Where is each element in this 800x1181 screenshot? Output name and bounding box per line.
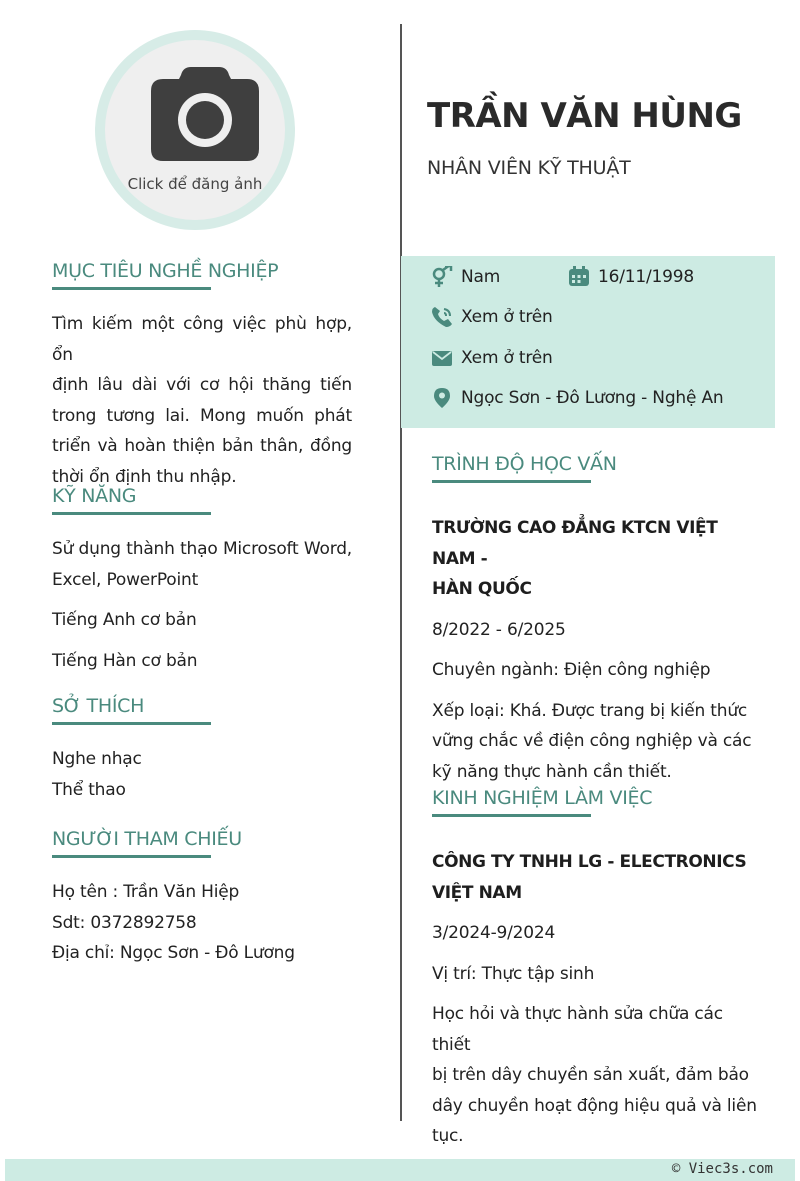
skills-list <box>52 534 352 676</box>
company-name-line: CÔNG TY TNHH LG - ELECTRONICS <box>432 852 747 872</box>
hobby-item: Nghe nhạc <box>52 749 142 769</box>
experience-section <box>432 787 762 817</box>
reference-name: Họ tên : Trần Văn Hiệp <box>52 882 240 902</box>
experience-desc-line: dây chuyền hoạt động hiệu quả và liên <box>432 1095 757 1116</box>
education-details <box>432 513 762 787</box>
education-period: 8/2022 - 6/2025 <box>432 619 566 640</box>
avatar-upload-label: Click để đăng ảnh <box>127 175 263 193</box>
company-name-line: VIỆT NAM <box>432 882 522 903</box>
experience-desc-line: Học hỏi và thực hành sửa chữa các thiết <box>432 1004 723 1055</box>
skill-item: Tiếng Anh cơ bản <box>52 610 197 630</box>
phone-value: Xem ở trên <box>461 307 553 327</box>
email-row <box>431 347 553 369</box>
objective-line: triển và hoàn thiện bản thân, đồng <box>52 436 352 456</box>
school-name-line: HÀN QUỐC <box>432 579 532 599</box>
calendar-icon <box>568 266 590 288</box>
address-row <box>431 387 723 409</box>
school-name-line: TRƯỜNG CAO ĐẲNG KTCN VIỆT NAM - <box>432 518 718 569</box>
reference-section <box>52 828 352 858</box>
location-pin-icon <box>431 387 453 409</box>
experience-period: 3/2024-9/2024 <box>432 923 556 943</box>
birthday-value: 16/11/1998 <box>598 267 694 287</box>
education-desc-line: Xếp loại: Khá. Được trang bị kiến thức <box>432 700 748 721</box>
hobby-item: Thể thao <box>52 779 126 800</box>
objective-text <box>52 309 352 492</box>
job-title: NHÂN VIÊN KỸ THUẬT <box>427 157 631 179</box>
skill-item: Tiếng Hàn cơ bản <box>52 650 198 671</box>
skill-item-line: Sử dụng thành thạo Microsoft Word, <box>52 539 352 559</box>
gender-icon <box>431 266 453 288</box>
section-rule <box>52 512 211 515</box>
objective-line: trong tương lai. Mong muốn phát <box>52 405 352 426</box>
birthday-row <box>568 266 694 288</box>
reference-address: Địa chỉ: Ngọc Sơn - Đô Lương <box>52 943 295 963</box>
skills-section <box>52 485 352 515</box>
objective-section <box>52 260 352 290</box>
objective-title: MỤC TIÊU NGHỀ NGHIỆP <box>52 260 279 282</box>
education-desc-line: vững chắc về điện công nghiệp và các <box>432 731 752 751</box>
hobbies-title: SỞ THÍCH <box>52 695 145 717</box>
camera-icon <box>151 67 259 161</box>
experience-desc-line: tục. <box>432 1126 464 1146</box>
education-title: TRÌNH ĐỘ HỌC VẤN <box>432 453 617 475</box>
section-rule <box>432 480 591 483</box>
skill-item-line: Excel, PowerPoint <box>52 569 199 590</box>
reference-phone: Sdt: 0372892758 <box>52 912 197 933</box>
education-section <box>432 453 762 483</box>
gender-row <box>431 266 500 288</box>
gender-value: Nam <box>461 267 501 287</box>
skills-title: KỸ NĂNG <box>52 485 137 507</box>
avatar-upload[interactable] <box>95 30 295 230</box>
reference-details <box>52 877 352 969</box>
section-rule <box>432 814 591 817</box>
experience-details <box>432 847 762 1152</box>
footer-bar <box>5 1159 795 1181</box>
education-desc-line: kỹ năng thực hành cần thiết. <box>432 761 672 782</box>
experience-title: KINH NGHIỆM LÀM VIỆC <box>432 787 653 809</box>
column-divider <box>400 24 402 1121</box>
section-rule <box>52 855 211 858</box>
objective-line: Tìm kiếm một công việc phù hợp, ổn <box>52 314 352 365</box>
reference-title: NGƯỜI THAM CHIẾU <box>52 828 242 850</box>
experience-desc-line: bị trên dây chuyền sản xuất, đảm bảo <box>432 1065 749 1085</box>
phone-icon <box>431 306 453 328</box>
phone-row <box>431 306 553 328</box>
hobbies-list <box>52 744 352 805</box>
contact-panel <box>401 256 775 428</box>
section-rule <box>52 722 211 725</box>
footer-credit: © Viec3s.com <box>671 1161 773 1177</box>
mail-icon <box>431 347 453 369</box>
hobbies-section <box>52 695 352 725</box>
candidate-name: TRẦN VĂN HÙNG <box>427 96 742 136</box>
avatar-placeholder[interactable] <box>105 40 285 220</box>
objective-line: định lâu dài với cơ hội thăng tiến <box>52 375 352 395</box>
objective-line: thời ổn định thu nhập. <box>52 466 237 487</box>
education-major: Chuyên ngành: Điện công nghiệp <box>432 660 711 680</box>
address-value: Ngọc Sơn - Đô Lương - Nghệ An <box>461 388 724 408</box>
email-value: Xem ở trên <box>461 348 553 368</box>
experience-position: Vị trí: Thực tập sinh <box>432 963 595 984</box>
section-rule <box>52 287 211 290</box>
